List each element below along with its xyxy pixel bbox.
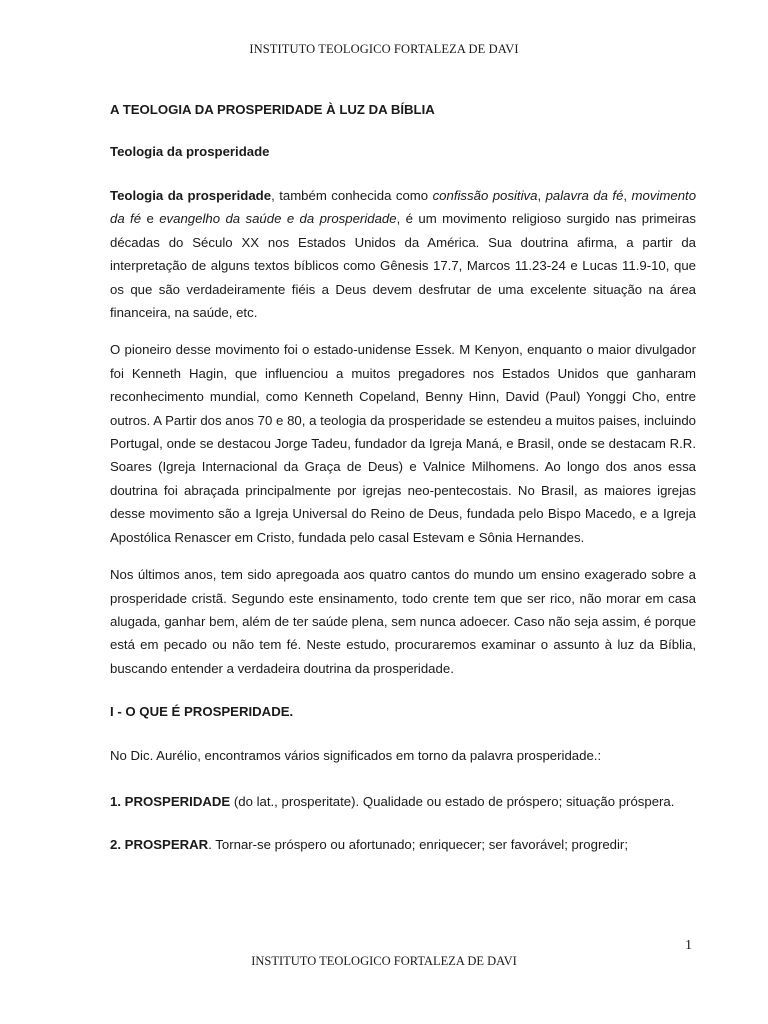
definition-1-term: 1. PROSPERIDADE bbox=[110, 793, 231, 809]
italic-run: palavra da fé bbox=[545, 188, 624, 203]
paragraph-1 bbox=[110, 184, 696, 324]
paragraph-1-lead: Teologia da prosperidade bbox=[110, 188, 272, 203]
italic-run: evangelho da saúde e da prosperidade bbox=[159, 211, 397, 227]
definition-2-term: 2. PROSPERAR bbox=[110, 836, 209, 852]
document-subtitle: Teologia da prosperidade bbox=[110, 144, 270, 159]
text-run: , bbox=[537, 188, 546, 203]
definition-2 bbox=[110, 833, 696, 856]
definition-1-text: (do lat., prosperitate). Qualidade ou estado de próspero; situação próspera. bbox=[230, 793, 675, 809]
document-body bbox=[110, 100, 696, 876]
text-run: , é um movimento religioso surgido nas primeiras décadas do Século XX nos Estados Unidos da América. Sua doutrina afirma, a partir da interpretação de alguns textos bíblicos como Gênesis 17.7, Marcos 11.23-24 e Lucas 11.9-10, que os que são verdadeiramente fiéis a Deus devem desfrutar de uma excelente situação na área financeira, na saúde, etc. bbox=[110, 211, 696, 321]
definition-2-text: . Tornar-se próspero ou afortunado; enriquecer; ser favorável; progredir; bbox=[208, 836, 628, 852]
text-run: e bbox=[141, 211, 160, 227]
running-header: INSTITUTO TEOLOGICO FORTALEZA DE DAVI bbox=[249, 42, 519, 56]
paragraph-2: O pioneiro desse movimento foi o estado-unidense Essek. M Kenyon, enquanto o maior divulgador foi Kenneth Hagin, que influenciou a muitos pregadores nos Estados Unidos que ganharam reconhecimento mundial, como Kenneth Copeland, Benny Hinn, David (Paul) Yonggi Cho, entre outros. A Partir dos anos 70 e 80, a teologia da prosperidade se estendeu a muitos paises, incluindo Portugal, onde se destacou Jorge Tadeu, fundador da Igreja Maná, e Brasil, onde se destacam R.R. Soares (Igreja Internacional da Graça de Deus) e Valnice Milhomens. Ao longo dos anos essa doutrina foi abraçada principalmente por igrejas neo-pentecostais. No Brasil, as maiores igrejas desse movimento são a Igreja Universal do Reino de Deus, fundada pelo Bispo Macedo, e a Igreja Apostólica Renascer em Cristo, fundada pelo casal Estevam e Sônia Hernandes. bbox=[110, 342, 696, 545]
page-number: 1 bbox=[685, 938, 692, 953]
document-title: A TEOLOGIA DA PROSPERIDADE À LUZ DA BÍBLIA bbox=[110, 102, 435, 117]
italic-run: confissão positiva bbox=[432, 188, 538, 203]
section-title-1: I - O QUE É PROSPERIDADE. bbox=[110, 704, 294, 720]
italic-run: movimento da fé bbox=[110, 188, 697, 227]
running-footer: INSTITUTO TEOLOGICO FORTALEZA DE DAVI bbox=[251, 954, 517, 968]
definition-1 bbox=[110, 790, 696, 813]
text-run: , também conhecida como bbox=[271, 188, 433, 203]
paragraph-4: No Dic. Aurélio, encontramos vários significados em torno da palavra prosperidade.: bbox=[110, 748, 602, 764]
paragraph-3: Nos últimos anos, tem sido apregoada aos quatro cantos do mundo um ensino exagerado sobre a prosperidade cristã. Segundo este ensinamento, todo crente tem que ser rico, não morar em casa alugada, ganhar bem, além de ter saúde plena, sem nunca adoecer. Caso não seja assim, é porque está em pecado ou não tem fé. Neste estudo, procuraremos examinar o assunto à luz da Bíblia, buscando entender a verdadeira doutrina da prosperidade. bbox=[110, 567, 696, 676]
text-run: , bbox=[623, 188, 632, 203]
